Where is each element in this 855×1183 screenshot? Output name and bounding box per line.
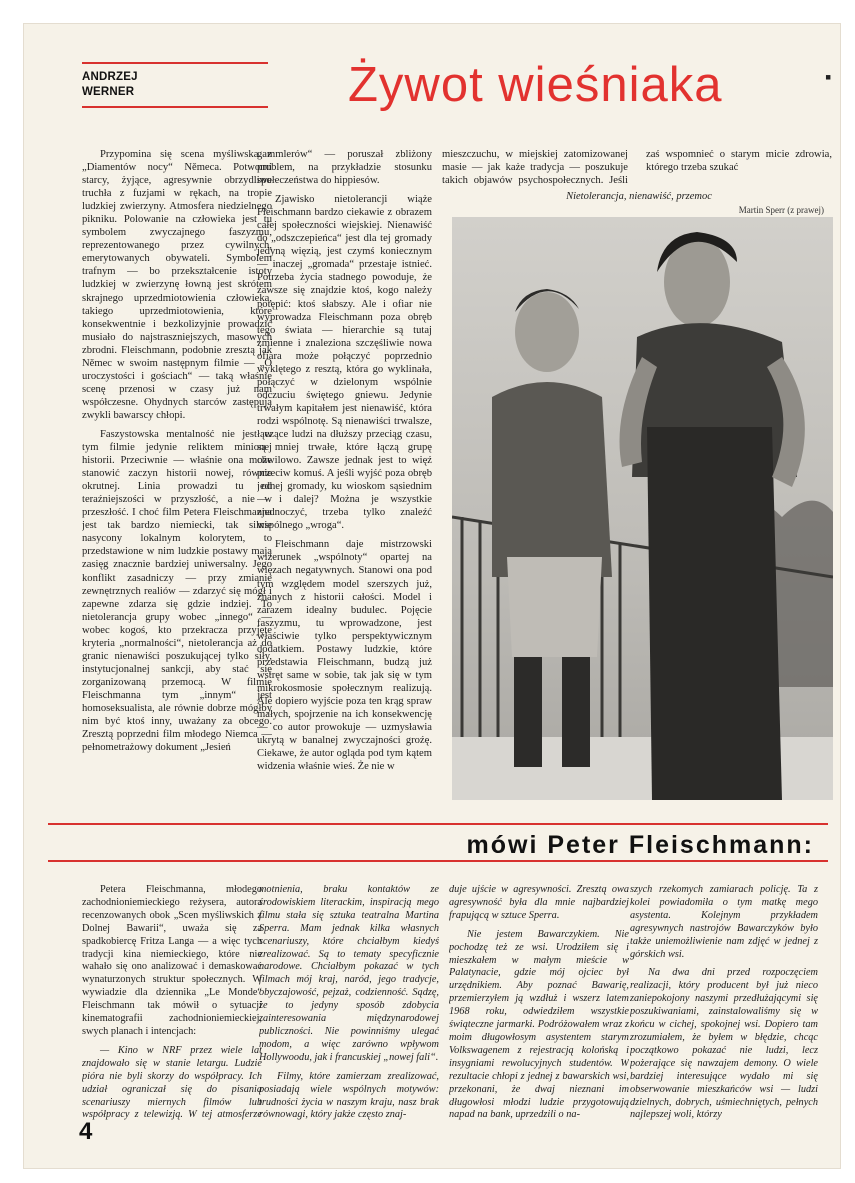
paragraph: gammlerów“ — poruszał zbliżony problem, na przykładzie stosunku społeczeństwa do hippiesów. (257, 149, 432, 187)
paragraph: mieszczuchu, w miejskiej zatomizowanej masie — jak każe tradycja — poszukuje takich objawów psychospołecznych. Jeśli zaś wspomnieć o starym micie zdrowia, którego trzeba szukać (442, 149, 832, 187)
author-first-name: ANDRZEJ (82, 71, 138, 83)
corner-mark: ▪ (825, 67, 832, 87)
paragraph: szych rzekomych zamiarach policję. Ta z kolei powiadomiła o tym matkę mego asystenta. Kolejnym przykładem agresywnych nastrojów Bawarczyków było także uniemożliwienie nam zdjęć w jednej z górskich wsi. (630, 884, 818, 960)
banner-rule-top (48, 823, 828, 825)
paragraph: Na dwa dni przed rozpoczęciem realizacji, który producent był już nieco zaniepokojony naszymi przedłużającymi się poszukiwaniami, zainstalowaliśmy się w końcu w cichej, spokojnej wsi. Dopiero tam zrozumiałem, że byłem w błędzie, chcąc początkowo pokazać nie ludzi, lecz pożerające się nawzajem demony. O wiele bardziej interesujące wydało mi się obserwowanie mieszkańców wsi — ludzi dzielnych, dobrych, uśmiechniętych, pełnych najlepszej woli, którzy (630, 967, 818, 1121)
interview-column-3 (449, 884, 629, 1124)
photo-credit: Martin Sperr (z prawej) (738, 205, 824, 215)
magazine-page (24, 24, 840, 1168)
author-byline (82, 62, 268, 108)
paragraph: Nie jestem Bawarczykiem. Nie pochodzę też ze wsi. Urodziłem się i mieszkałem w małym mieście w Palatynacie, gdzie mój ojciec był urzędnikiem. Aby poznać Bawarię, przemierzyłem ją wzdłuż i wszerz latem 1968 roku, odwiedziłem wszystkie świąteczne jarmarki. Podróżowałem wraz z moim długowłosym asystentem starym Volkswagenem z rejestracją kolońską i insygniami rewolucyjnych studentów. W rezultacie chłopi z jednej z bawarskich wsi, przekonani, że dwaj nieznani im długowłosi młodzi ludzie przygotowują napad na bank, uprzedzili o na- (449, 928, 629, 1121)
paragraph: Przypomina się scena myśliwska z „Diamentów nocy“ Němeca. Potworni starcy, żyjące, agresywnie obrzydliwe truchła z fuzjami w rękach, na tropie ludzkiej zwierzyny. Atmosfera niedzielnego pikniku. Polowanie na człowieka jest tu symbolem zwyczajnego faszyzmu, reprezentowanego przez cywilnych, emerytowanych obywateli. Symbolem trafnym — bo przekształcenie istoty ludzkiej w zwierzynę łowną jest skrótem skrajnego uprzedmiotowienia człowieka, takiego uprzedmiotowienia, które konsekwentnie i bezkolizyjnie prowadzić musiało do najstraszniejszych, masowych zbrodni. Fleischmann, podobnie zresztą jak Němec w swoim następnym filmie — „O uroczystości i gościach“ — taką właśnie scenę przenosi w czasy już nam współczesne. Ohydnych starców zastępują zwykli bawarscy chłopi. (82, 149, 272, 421)
paragraph: Zjawisko nietolerancji wiąże Fleischmann bardzo ciekawie z obrazem całej społeczności wiejskiej. Nienawiść do „odszczepieńca“ jest dla tej gromady jedyną więzią, jest czymś koniecznym — inaczej „gromada“ przestaje istnieć. Potrzeba życia stadnego powoduje, że zawsze się znajdzie ktoś, kogo należy potępić: ktoś słabszy. Ale i ofiar nie wyprowadza Fleischmann poza obręb tego świata — hierarchie są tutaj zmienne i znaleziona szczęśliwie nowa ofiara może połączyć poprzednio wyklętego z resztą, która go wyklinała, połączyć w dzielonym wspólnie odczuciu świętego gniewu. Jedynie trwałym kapitałem jest nienawiść, która rodzi wspólnotę. Są nienawiści trwalsze, łączące ludzi na dłuższy przeciąg czasu, są mniej trwałe, które łączą grupę chwilowo. Zawsze jednak jest to więź przeciw komuś. A jeśli wyjść poza obręb jednej gromady, ku wioskom sąsiednim — i dalej? Można je wszystkie zjednoczyć, trzeba tylko znaleźć wspólnego „wroga“. (257, 194, 432, 532)
paragraph: — Kino w NRF przez wiele lat znajdowało się w stanie letargu. Ludzie pióra nie byli skorzy do współpracy. Ich udział ograniczał się do pisania scenariuszy miernych filmów lub współpracy z telewizją. W tej atmosferze (82, 1044, 262, 1121)
paragraph: Petera Fleischmanna, młodego zachodnioniemieckiego reżysera, autora recenzowanych obok „Scen myśliwskich z Dolnej Bawarii“, uważa się za spadkobiercę Fritza Langa — a więc tych tradycji kina niemieckiego, które nie wahało się ono analizować i demaskować wynaturzonych struktur społecznych. W wywiadzie dla dziennika „Le Monde“ Fleischmann tak mówił o sytuacji kinematografii zachodnioniemieckiej, swych planach i intencjach: (82, 884, 262, 1037)
paragraph: Fleischmann daje mistrzowski wizerunek „wspólnoty“ opartej na więzach negatywnych. Stanowi ona pod tym względem model szerszych już, znanych z historii całości. Model i zarazem idealny budulec. Pojęcie faszyzmu, tu wprowadzone, jest właściwie tylko perspektywicznym dodatkiem. Postawy ludzkie, które przedstawia Fleischmann, budzą już wstręt same w sobie, tak jak się w tym mikrokosmosie społecznym realizują. Ale dopiero wyjście poza ten krąg spraw małych, spojrzenie na ich konsekwencję — co autor prowokuje — uzmysławia ukrytą w banalnej zwyczajności groźę. Ciekawe, że autor ogląda pod tym kątem widzenia właśnie wieś. Że nie w (257, 539, 432, 773)
interview-heading: mówi Peter Fleischmann: (466, 831, 814, 859)
interview-column-2 (259, 884, 439, 1124)
paragraph: Faszystowska mentalność nie jest w tym filmie jedynie reliktem minionej historii. Przeciwnie — właśnie ona może stanowić zaczyn historii nowej, równie okrutnej. Linia prowadzi tu od teraźniejszości w przyszłość, a nie w przeszłość. I choć film Petera Fleischmanna jest tak bardzo niemiecki, tak silnie nasycony lokalnym kolorytem, to przedstawione w nim ludzkie postawy mają zasięg znacznie bardziej uniwersalny. Jego konflikt zasadniczy — przy zmianie zewnętrznych realiów — zdarzyć się mógł i zapewne zdarza się gdzie indziej. To nietolerancja grupy wobec „innego“ — wobec kogoś, kto przekracza przyjęte kryteria „normalności“, nietolerancja aż do granic nienawiści poszukującej tylko siły, instytucjonalnej sankcji, aby stać się zorganizowaną przemocą. W filmie Fleischmanna tym „innym“ jest homoseksualista, ale równie dobrze mógłby nim być ktoś inny, uważany za obcego. Zresztą poprzedni film młodego Niemca — pełnometrażowy dokument „Jesień (82, 428, 272, 754)
film-still-illustration (452, 217, 833, 800)
page-number: 4 (79, 1118, 93, 1145)
photo-caption: Nietolerancja, nienawiść, przemoc (566, 191, 712, 202)
interview-column-4 (630, 884, 818, 1124)
paragraph: motnienia, braku kontaktów ze środowiskiem literackim, inspiracją mego filmu stała się sztuka teatralna Martina Sperra. Mam jednak kilka własnych scenariuszy, które chciałbym kiedyś zrealizować. Są to tematy specyficznie narodowe. Chciałbym pokazać w tych filmach mój kraj, naród, jego tradycje, obyczajowość, pejzaż, codzienność. Sądzę, że to jedyny sposób zdobycia zainteresowania międzynarodowej publiczności. Nie powinniśmy ulegać modom, a więc zarówno wpływom Hollywoodu, jak i francuskiej „nowej fali“. (259, 884, 439, 1063)
article-title: Żywot wieśniaka (348, 58, 723, 112)
author-last-name: WERNER (82, 86, 135, 98)
paragraph: duje ujście w agresywności. Zresztą owa agresywność była dla mnie najbardziej frapującą w sztuce Sperra. (449, 884, 629, 921)
film-still-photo (452, 217, 833, 800)
article-column-2 (257, 148, 432, 798)
article-column-3 (442, 148, 832, 190)
paragraph: Filmy, które zamierzam zrealizować, posiadają wiele wspólnych motywów: trudności życia w naszym kraju, nasz brak równowagi, który jakże często znaj- (259, 1070, 439, 1121)
article-column-1 (82, 148, 272, 798)
banner-rule-bottom (48, 860, 828, 862)
interview-column-1 (82, 884, 262, 1124)
